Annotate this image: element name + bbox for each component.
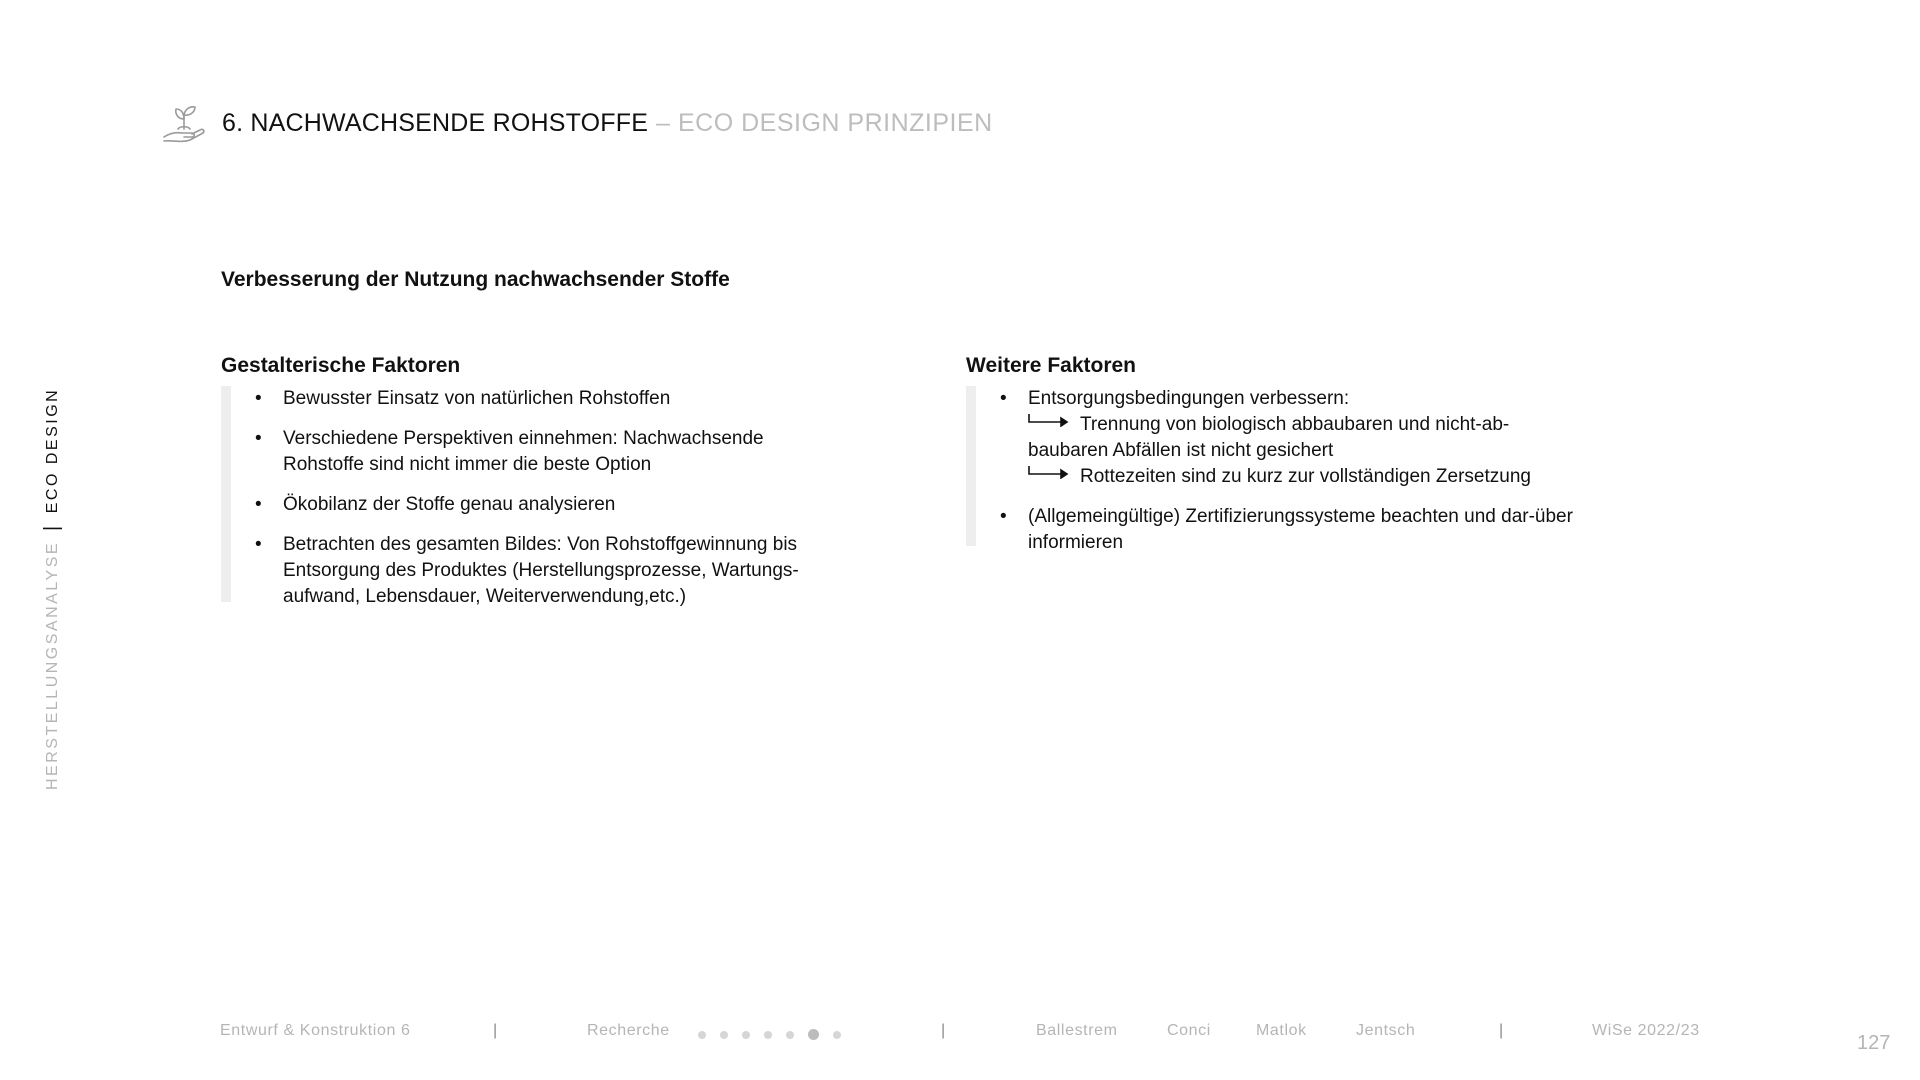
sub-point	[1028, 412, 1586, 438]
sub-point-text: Rottezeiten sind zu kurz zur vollständigen Zersetzung	[1080, 466, 1531, 487]
progress-dot	[698, 1031, 706, 1039]
sub-point-continuation: baubaren Abfällen ist nicht gesichert	[1028, 440, 1334, 461]
arrow-right-icon	[1028, 413, 1070, 427]
list-item-text: Bewusster Einsatz von natürlichen Rohstoffen	[283, 388, 671, 409]
side-label-divider: |	[41, 523, 63, 531]
left-column-title: Gestalterische Faktoren	[221, 354, 461, 377]
side-section-label	[41, 388, 64, 790]
footer-author: Conci	[1167, 1022, 1211, 1039]
right-column-body	[966, 386, 1586, 556]
right-accent-bar	[966, 386, 976, 546]
list-item-text: (Allgemeingültige) Zertifizierungssysteme beachten und dar-über informieren	[1028, 506, 1573, 553]
footer-term: WiSe 2022/23	[1592, 1022, 1700, 1039]
list-item	[1000, 386, 1586, 490]
list-item	[1000, 504, 1586, 556]
side-label-section: HERSTELLUNGSANALYSE	[43, 540, 61, 790]
left-accent-bar	[221, 386, 231, 602]
plant-hand-icon	[160, 99, 208, 147]
left-factor-list	[255, 386, 841, 610]
footer-author: Matlok	[1256, 1022, 1307, 1039]
bullet: •	[255, 494, 262, 515]
left-column-body	[221, 386, 841, 610]
intro-heading: Verbesserung der Nutzung nachwachsender Stoffe	[221, 268, 730, 291]
page-title: 6. NACHWACHSENDE ROHSTOFFE	[222, 108, 649, 137]
progress-dot	[742, 1031, 750, 1039]
left-column	[221, 354, 841, 624]
list-item	[255, 532, 841, 610]
right-column	[966, 354, 1586, 570]
footer-divider: |	[1499, 1022, 1504, 1039]
slide-footer	[0, 1022, 1920, 1046]
side-label-active: ECO DESIGN	[43, 387, 61, 514]
sub-point-text: Trennung von biologisch abbaubaren und nicht-ab-	[1080, 414, 1510, 435]
list-item-text: Entsorgungsbedingungen verbessern:	[1028, 388, 1350, 409]
footer-phase: Recherche	[587, 1022, 670, 1039]
bullet: •	[255, 428, 262, 449]
right-column-title: Weitere Faktoren	[966, 354, 1136, 377]
list-item	[255, 386, 841, 412]
list-item-text: Verschiedene Perspektiven einnehmen: Nachwachsende Rohstoffe sind nicht immer die beste Option	[283, 428, 764, 475]
progress-dot	[764, 1031, 772, 1039]
footer-divider: |	[941, 1022, 946, 1039]
page-subtitle: ECO DESIGN PRINZIPIEN	[677, 108, 993, 137]
title-separator: –	[656, 108, 670, 137]
sub-point	[1028, 464, 1586, 490]
page-number: 127	[1857, 1032, 1891, 1054]
progress-dot-active	[808, 1029, 819, 1040]
slide-header	[160, 98, 993, 148]
list-item	[255, 426, 841, 478]
bullet: •	[1000, 506, 1007, 527]
progress-dot	[720, 1031, 728, 1039]
list-item	[255, 492, 841, 518]
footer-course: Entwurf & Konstruktion 6	[220, 1022, 411, 1039]
list-item-text: Ökobilanz der Stoffe genau analysieren	[283, 494, 616, 515]
footer-author: Ballestrem	[1036, 1022, 1118, 1039]
bullet: •	[255, 534, 262, 555]
bullet: •	[255, 388, 262, 409]
progress-dot	[786, 1031, 794, 1039]
footer-divider: |	[493, 1022, 498, 1039]
right-factor-list	[1000, 386, 1586, 556]
list-item-text: Betrachten des gesamten Bildes: Von Rohstoffgewinnung bis Entsorgung des Produktes (Herstellungsprozesse, Wartungs-aufwand, Lebensdauer, Weiterverwendung,etc.)	[283, 534, 799, 607]
progress-dots	[698, 1029, 841, 1040]
arrow-right-icon	[1028, 465, 1070, 479]
progress-dot	[833, 1031, 841, 1039]
bullet: •	[1000, 388, 1007, 409]
footer-author: Jentsch	[1356, 1022, 1416, 1039]
